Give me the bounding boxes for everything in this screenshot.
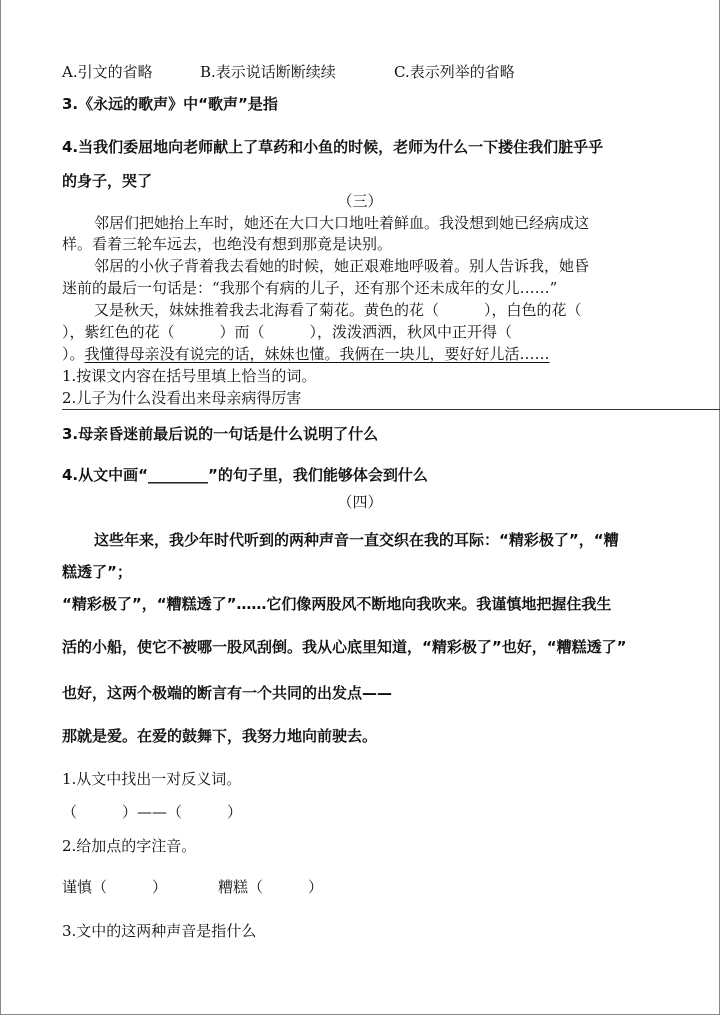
underlined-sentence: 我懂得母亲没有说完的话，妹妹也懂。我俩在一块儿，要好好儿活…… <box>84 345 550 363</box>
passage-3-p3-line3 <box>62 344 550 364</box>
section-3-question-1: 1.按课文内容在括号里填上恰当的词。 <box>62 367 317 385</box>
passage-3-p3-line2: ），紫红色的花（ ）而（ ），泼泼洒洒，秋风中正开得（ <box>62 323 513 341</box>
passage-4-p2-line4: 那就是爱。在爱的鼓舞下，我努力地向前驶去。 <box>62 727 378 745</box>
pinyin-word-2: 糟糕（ ） <box>218 878 324 896</box>
antonym-blank: （ ）——（ ） <box>62 803 243 821</box>
question-4-line2: 的身子，哭了 <box>62 172 153 190</box>
option-b: B.表示说话断断续续 <box>200 63 336 81</box>
divider-line <box>62 409 720 410</box>
passage-3-p2-line2: 迷前的最后一句话是：“我那个有病的儿子，还有那个还未成年的女儿……” <box>62 279 558 297</box>
section-3-question-2: 2.儿子为什么没看出来母亲病得厉害 <box>62 389 302 407</box>
section-4-title: （四） <box>337 493 383 511</box>
pinyin-word-1: 谨慎（ ） <box>62 878 168 896</box>
passage-3-p1-line1: 邻居们把她抬上车时，她还在大口大口地吐着鲜血。我没想到她已经病成这 <box>94 214 590 232</box>
option-c: C.表示列举的省略 <box>394 63 515 81</box>
section-3-title: （三） <box>337 192 383 210</box>
section-4-question-3: 3.文中的这两种声音是指什么 <box>62 922 257 940</box>
question-4-line1: 4.当我们委屈地向老师献上了草药和小鱼的时候，老师为什么一下搂住我们脏乎乎 <box>62 138 604 156</box>
passage-4-p1-line1: 这些年来，我少年时代听到的两种声音一直交织在我的耳际：“精彩极了”，“糟 <box>94 531 619 549</box>
question-3: 3.《永远的歌声》中“歌声”是指 <box>62 95 278 113</box>
section-3-question-3: 3.母亲昏迷前最后说的一句话是什么说明了什么 <box>62 425 379 443</box>
section-3-question-4: 4.从文中画“________”的句子里，我们能够体会到什么 <box>62 466 428 484</box>
section-4-question-1: 1.从文中找出一对反义词。 <box>62 770 242 788</box>
passage-4-p2-line2: 活的小船，使它不被哪一股风刮倒。我从心底里知道，“精彩极了”也好，“糟糕透了” <box>62 638 627 656</box>
option-a: A.引文的省略 <box>62 63 153 81</box>
section-4-question-2: 2.给加点的字注音。 <box>62 837 197 855</box>
passage-3-p1-line2: 样。看着三轮车远去，也绝没有想到那竟是诀别。 <box>62 235 393 253</box>
passage-4-p2-line3: 也好，这两个极端的断言有一个共同的出发点—— <box>62 684 393 702</box>
passage-3-p3-line1: 又是秋天，妹妹推着我去北海看了菊花。黄色的花（ ），白色的花（ <box>94 301 582 319</box>
passage-4-p2-line1: “精彩极了”，“糟糕透了”……它们像两股风不断地向我吹来。我谨慎地把握住我生 <box>62 595 612 613</box>
passage-3-p2-line1: 邻居的小伙子背着我去看她的时候，她正艰难地呼吸着。别人告诉我，她昏 <box>94 257 590 275</box>
passage-4-p1-line2: 糕透了”； <box>62 563 132 581</box>
passage-3-p3-line3-start: ）。 <box>62 345 85 363</box>
